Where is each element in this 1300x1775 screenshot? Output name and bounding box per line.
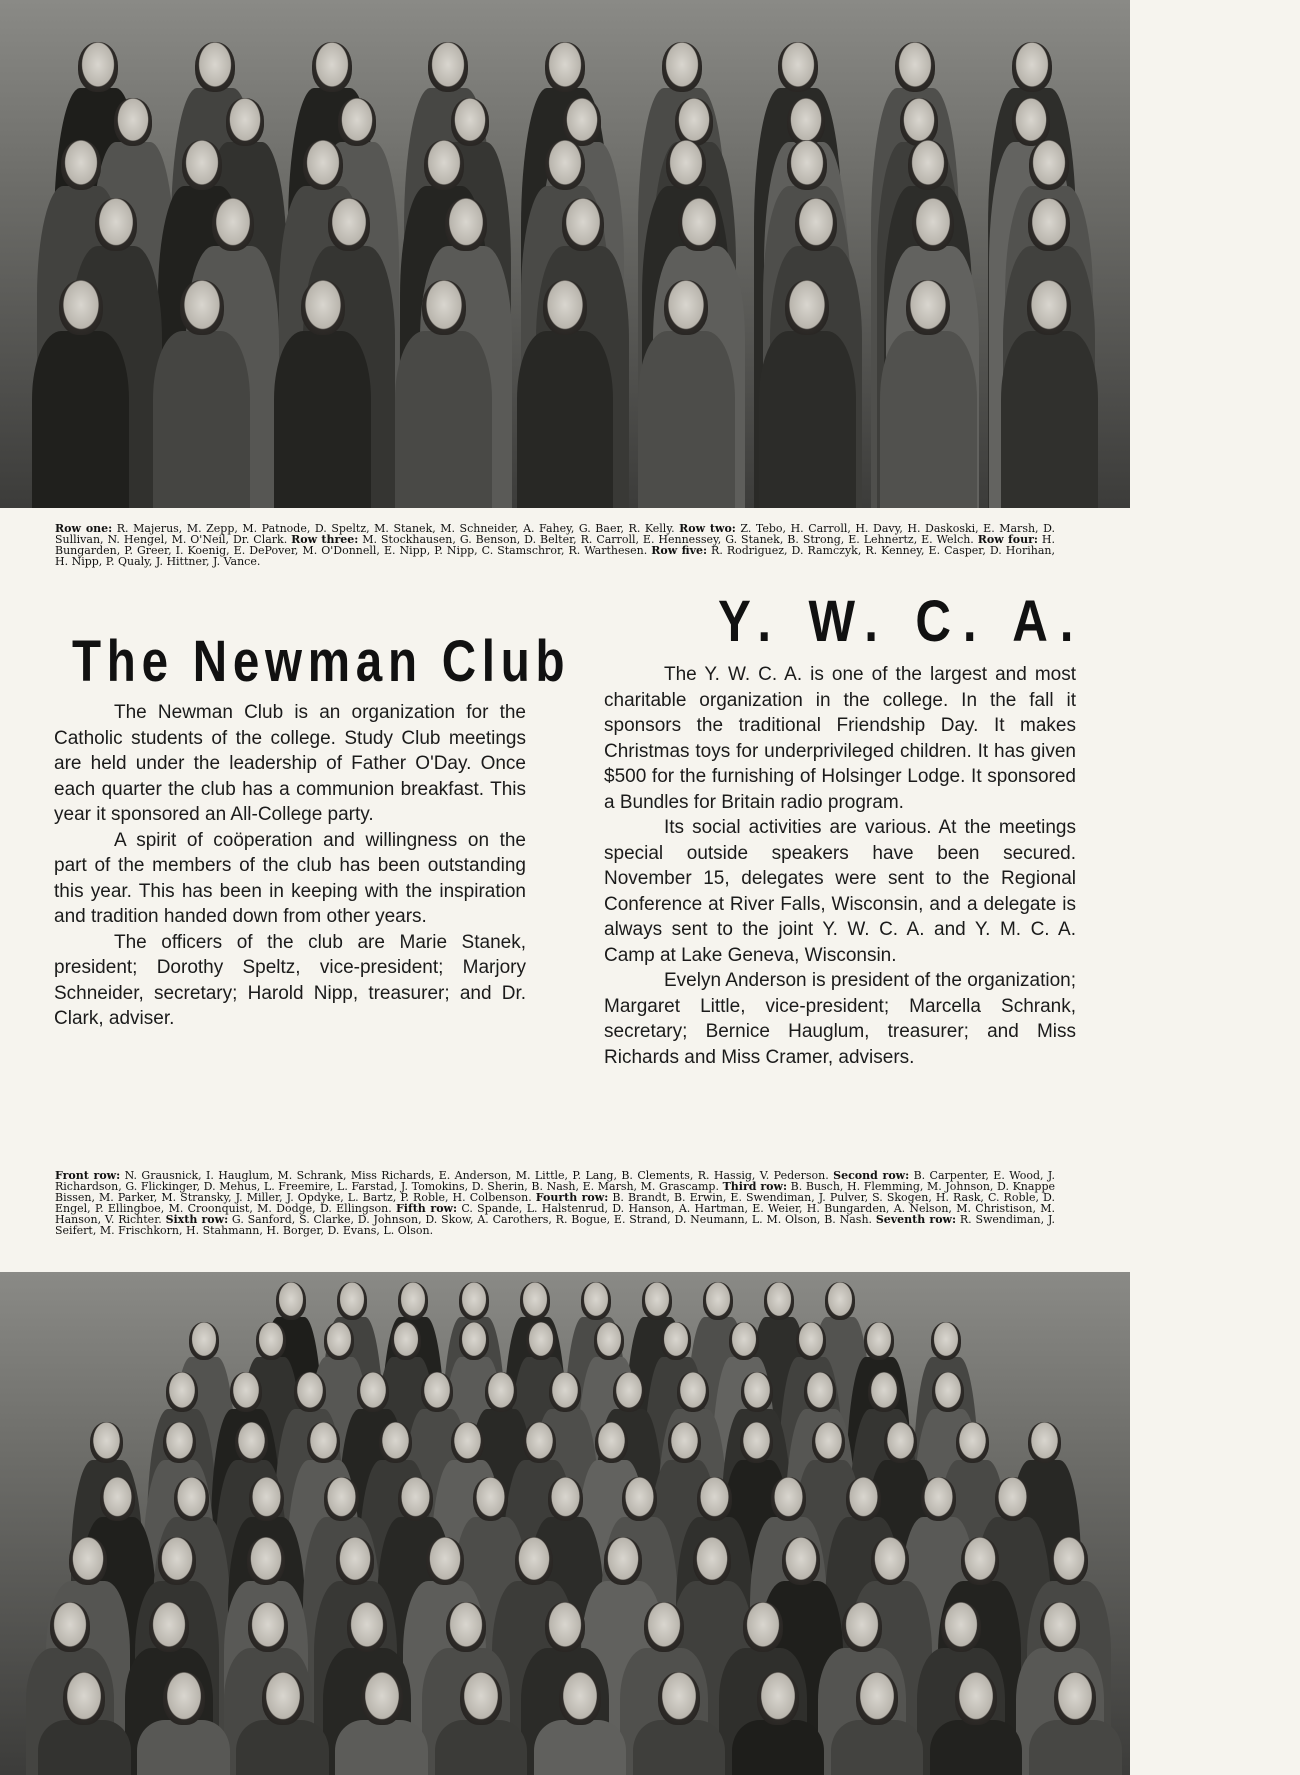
ywca-paragraph-1: The Y. W. C. A. is one of the largest and most charitable organization in the college. In the fall it sponsors the traditional Friendship Day. It makes Christmas toys for underprivileged children. It has given $500 for the furnishing of Holsinger Lodge. It sponsored a Bundles for Britain radio program. <box>604 664 1076 813</box>
newman-club-group-photo <box>0 0 1130 508</box>
newman-paragraph-3: The officers of the club are Marie Stanek, president; Dorothy Speltz, vice-president; Marjory Schneider, secretary; Harold Nipp, treasurer; and Dr. Clark, adviser. <box>54 931 526 1029</box>
newman-photo-caption <box>55 523 1055 567</box>
row-two-names: Z. Tebo, H. Carroll, H. Davy, H. Daskoski, E. Marsh, D. Sullivan, N. Hengel, M. O'Neil, Dr. Clark. <box>55 522 1055 546</box>
ywca-paragraph-2: Its social activities are various. At the meetings special outside speakers have been secured. November 15, delegates were sent to the Regional Conference at River Falls, Wisconsin, and a delegate is always sent to the joint Y. W. C. A. and Y. M. C. A. Camp at Lake Geneva, Wisconsin. <box>604 817 1076 966</box>
row-one-names: R. Majerus, M. Zepp, M. Patnode, D. Speltz, M. Stanek, M. Schneider, A. Fahey, G. Baer, R. Kelly. <box>112 522 680 535</box>
seventh-row-names: R. Swendiman, J. Seifert, M. Frischkorn, H. Stahmann, H. Borger, D. Evans, L. Olson. <box>55 1213 1055 1237</box>
fifth-row-label: Fifth row: <box>395 1202 458 1215</box>
second-row-names: B. Carpenter, E. Wood, J. Richardson, G. Flickinger, D. Mehus, L. Freemire, L. Farstad, J. Tomokins, D. Sherin, B. Nash, E. Marsh, M. Grascamp. <box>55 1169 1055 1193</box>
third-row-label: Third row: <box>722 1180 788 1193</box>
sixth-row-label: Sixth row: <box>165 1213 229 1226</box>
ywca-group-photo <box>0 1272 1130 1775</box>
seventh-row-label: Seventh row: <box>875 1213 957 1226</box>
ywca-paragraph-3: Evelyn Anderson is president of the organization; Margaret Little, vice-president; Marcella Schrank, secretary; Bernice Hauglum, treasurer; and Miss Richards and Miss Cramer, advisers. <box>604 970 1076 1068</box>
row-two-label: Row two: <box>679 522 736 535</box>
ywca-body <box>604 662 1076 1070</box>
front-row-names: N. Grausnick, I. Hauglum, M. Schrank, Miss Richards, E. Anderson, M. Little, P. Lang, B. Clements, R. Hassig, V. Pederson. <box>120 1169 834 1182</box>
newman-paragraph-2: A spirit of coöperation and willingness on the part of the members of the club has been outstanding this year. This has been in keeping with the inspiration and tradition handed down from other years. <box>54 829 526 927</box>
front-row-label: Front row: <box>55 1169 121 1182</box>
ywca-photo-caption <box>55 1170 1055 1236</box>
row-five-label: Row five: <box>651 544 708 557</box>
third-row-names: B. Busch, H. Flemming, M. Johnson, D. Knappe Bissen, M. Parker, M. Stransky, J. Miller, J. Opdyke, L. Bartz, P. Roble, H. Colbenson. <box>55 1180 1056 1204</box>
newman-club-body <box>54 700 526 1032</box>
second-row-label: Second row: <box>833 1169 910 1182</box>
newman-club-heading: The Newman Club <box>72 629 571 694</box>
fourth-row-names: B. Brandt, B. Erwin, E. Swendiman, J. Pulver, S. Skogen, H. Rask, C. Roble, D. Engel, P. Ellingboe, M. Croonquist, M. Dodge, D. Ellingson. <box>55 1191 1055 1215</box>
ywca-heading: Y. W. C. A. <box>718 589 1086 654</box>
sixth-row-names: G. Sanford, S. Clarke, D. Johnson, D. Skow, A. Carothers, R. Bogue, E. Strand, D. Neumann, L. M. Olson, B. Nash. <box>228 1213 876 1226</box>
row-four-names: H. Bungarden, P. Greer, I. Koenig, E. DePover, M. O'Donnell, E. Nipp, P. Nipp, C. Stamschror, R. Warthesen. <box>55 533 1055 557</box>
row-three-label: Row three: <box>291 533 359 546</box>
row-three-names: M. Stockhausen, G. Benson, D. Belter, R. Carroll, E. Hennessey, G. Stanek, B. Strong, E. Lehnertz, E. Welch. <box>358 533 978 546</box>
fourth-row-label: Fourth row: <box>535 1191 609 1204</box>
row-one-label: Row one: <box>55 522 113 535</box>
row-four-label: Row four: <box>977 533 1038 546</box>
row-five-names: R. Rodriguez, D. Ramczyk, R. Kenney, E. Casper, D. Horihan, H. Nipp, P. Qualy, J. Hittner, J. Vance. <box>55 544 1056 568</box>
fifth-row-names: C. Spande, L. Halstenrud, D. Hanson, A. Hartman, E. Weier, H. Bungarden, A. Nelson, M. Christison, M. Hanson, V. Richter. <box>55 1202 1055 1226</box>
newman-paragraph-1: The Newman Club is an organization for the Catholic students of the college. Study Club meetings are held under the leadership of Father O'Day. Once each quarter the club has a communion breakfast. This year it sponsored an All-College party. <box>54 702 526 825</box>
